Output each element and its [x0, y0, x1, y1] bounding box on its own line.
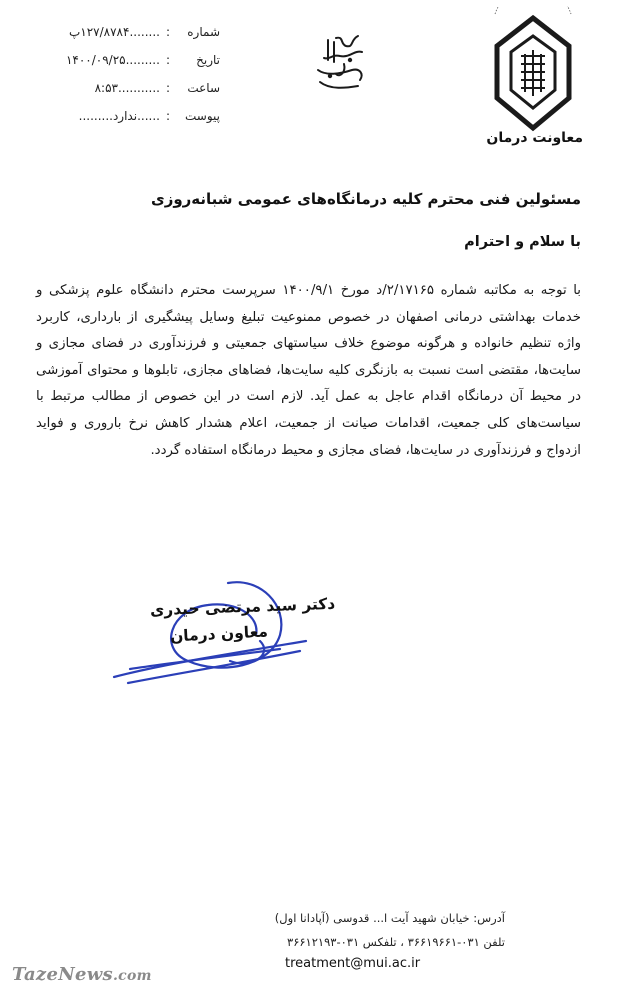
- footer-phones: تلفن ۰۳۱-۳۶۶۱۹۶۶۱ ، تلفکس ۰۳۱-۳۶۶۱۲۱۹۳: [287, 935, 505, 949]
- signatory-title: معاون درمان: [169, 622, 269, 646]
- letter-meta: [40, 18, 220, 130]
- footer-email: treatment@mui.ac.ir: [285, 956, 421, 971]
- signatory-name: دکتر سید مرتضی حیدری: [149, 594, 336, 620]
- meta-time: ساعت : ...........۸:۵۳: [94, 81, 220, 95]
- university-emblem-icon: [481, 6, 585, 136]
- letter-greeting: با سلام و احترام: [464, 234, 581, 250]
- meta-date: تاریخ : .........۱۴۰۰/۰۹/۲۵: [65, 53, 220, 67]
- letter-footer: [275, 906, 505, 954]
- meta-number: شماره : ........۱۲۷/۸۷۸۴پ: [68, 25, 220, 39]
- site-watermark: TazeNews.com: [12, 964, 152, 985]
- bismillah-calligraphy-icon: [310, 30, 370, 94]
- letter-body: با توجه به مکاتبه شماره ۲/۱۷۱۶۵/د مورخ ۱۴۰۰/۹/۱ سرپرست محترم دانشگاه علوم پزشکی و خدمات بهداشتی درمانی اصفهان در خصوص ممنوعیت تبلیغ وسایل پیشگیری از بارداری، کاربرد واژه تنظیم خانواده و هرگونه موضوع خلاف سیاستهای جمعیتی و فرزندآوری در فضای مجازی و سایت‌ها، مقتضی است نسبت به بازنگری کلیه سایت‌ها، فضاهای مجازی، تابلوها و محتوای آموزشی در محیط آن درمانگاه اقدام عاجل به عمل آید. لازم است در این خصوص از مطالب مرتبط با سیاست‌های کلی جمعیت، اقدامات صیانت از جمعیت، اعلام هشدار کاهش نرخ باروری و فواید ازدواج و فرزندآوری در سایت‌ها، فضای مجازی و محیط درمانگاه استفاده گردد.: [36, 283, 581, 458]
- meta-attachment: پیوست : ......ندارد.........: [78, 109, 220, 123]
- footer-address: آدرس: خیابان شهید آیت ا... قدوسی (آپادانا اول): [274, 911, 505, 925]
- letter-addressee: مسئولین فنی محترم کلیه درمانگاه‌های عمومی شبانه‌روزی: [150, 190, 581, 208]
- department-name: معاونت درمان: [486, 130, 583, 146]
